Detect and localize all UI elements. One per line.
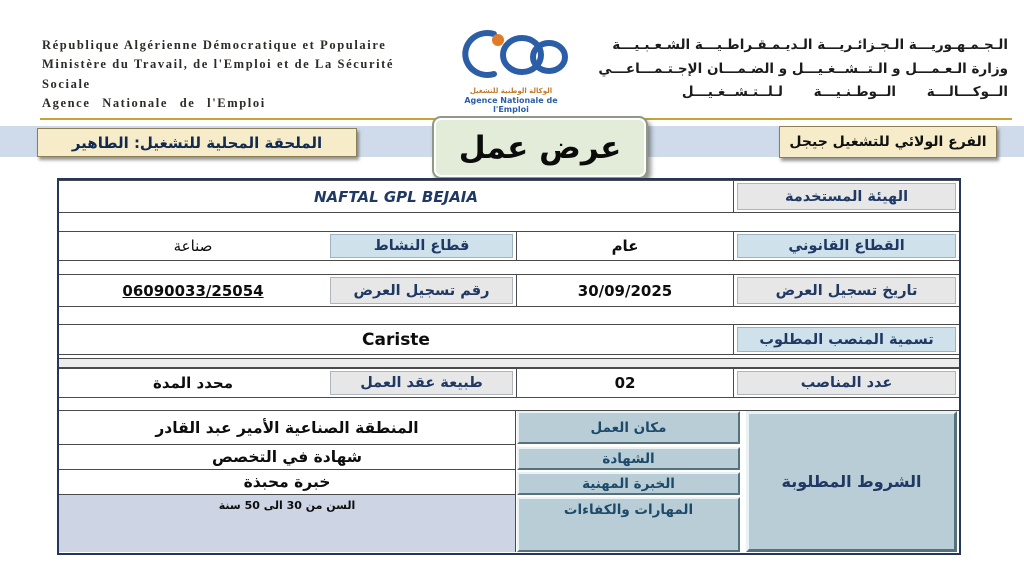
employer-label-cell xyxy=(733,181,959,212)
count-value-cell xyxy=(516,369,733,397)
experience-label: الخبرة المهنية xyxy=(517,472,740,495)
offer-number-value: 06090033/25054 xyxy=(122,281,264,300)
requirements-section xyxy=(59,410,959,551)
header-ar-line1: الـجـمـهـوريـــة الـجـزائـريـــة الـديـمـقـراطـيـــة الشـعـبـيـــة xyxy=(612,37,1008,53)
offer-number-label-cell xyxy=(327,275,516,306)
legal-sector-value-cell xyxy=(516,232,733,260)
activity-sector-label-cell xyxy=(327,232,516,260)
wilaya-branch-box: الفرع الولائي للتشغيل جيجل xyxy=(779,126,997,158)
offer-table xyxy=(57,178,961,555)
offer-number-value-cell xyxy=(59,275,327,306)
header-fr-line2: Ministère du Travail, de l'Emploi et de La Sécurité Sociale xyxy=(42,57,395,91)
activity-sector-value-cell xyxy=(59,232,327,260)
header-french xyxy=(42,36,442,114)
position-value-cell xyxy=(59,325,733,354)
legal-sector-label: القطاع القانوني xyxy=(737,234,956,258)
employer-label: الهيئة المستخدمة xyxy=(737,183,956,210)
diploma-value: شهادة في التخصص xyxy=(59,445,516,470)
anem-logo-mark xyxy=(450,26,572,84)
contract-label-cell xyxy=(327,369,516,397)
row-sectors xyxy=(59,231,959,261)
requirements-title-box: الشروط المطلوبة xyxy=(746,411,957,552)
local-annex-box: الملحقة المحلية للتشغيل: الطاهير xyxy=(37,128,357,157)
contract-label: طبيعة عقد العمل xyxy=(330,371,513,395)
row-posts-contract xyxy=(59,368,959,398)
position-value: Cariste xyxy=(362,329,430,350)
skills-value: السن من 30 الى 50 سنة xyxy=(59,495,516,552)
offer-date-value: 30/09/2025 xyxy=(577,281,673,300)
header-fr-line3: Agence Nationale de l'Emploi xyxy=(42,96,266,111)
header-arabic xyxy=(588,34,1008,105)
contract-value-cell xyxy=(59,369,327,397)
count-label-cell xyxy=(733,369,959,397)
row-position xyxy=(59,324,959,355)
activity-sector-value: صناعة xyxy=(173,237,213,255)
activity-sector-label: قطاع النشاط xyxy=(330,234,513,258)
workplace-value: المنطقة الصناعية الأمير عبد القادر xyxy=(59,411,516,445)
header-ar-line2: وزارة الـعـمـــل و الـتــشــغـيـــل و الضـمـــان الإجـتـمـــاعـــي xyxy=(598,60,1008,77)
anem-logo-french-caption: Agence Nationale de l'Emploi xyxy=(464,95,558,115)
anem-logo xyxy=(448,26,574,115)
position-label-cell xyxy=(733,325,959,354)
header-fr-line1: République Algérienne Démocratique et Populaire xyxy=(42,38,387,52)
employer-value-cell xyxy=(59,181,733,212)
row-registration xyxy=(59,274,959,307)
legal-sector-label-cell xyxy=(733,232,959,260)
skills-label: المهارات والكفاءات xyxy=(517,497,740,552)
offer-number-label: رقم تسجيل العرض xyxy=(330,277,513,304)
offer-date-value-cell xyxy=(516,275,733,306)
position-label: تسمية المنصب المطلوب xyxy=(737,327,956,352)
workplace-label: مكان العمل xyxy=(517,411,740,444)
anem-logo-arabic-caption: الوكالة الوطنية للتشغيل xyxy=(469,87,553,95)
offer-title-box: عرض عمل xyxy=(432,116,648,179)
spacer-row xyxy=(59,358,959,368)
offer-date-label-cell xyxy=(733,275,959,306)
experience-value: خبرة محبذة xyxy=(59,470,516,495)
offer-date-label: تاريخ تسجيل العرض xyxy=(737,277,956,304)
contract-value: محدد المدة xyxy=(152,374,234,392)
header-ar-line3: الــوكـــالـــة الــوطـنـيـــة لـلــتـشــغـيـــل xyxy=(681,84,1008,101)
diploma-label: الشهادة xyxy=(517,447,740,470)
employer-value: NAFTAL GPL BEJAIA xyxy=(313,187,478,206)
legal-sector-value: عام xyxy=(611,237,639,255)
row-employer xyxy=(59,180,959,213)
count-label: عدد المناصب xyxy=(737,371,956,395)
count-value: 02 xyxy=(614,374,636,392)
